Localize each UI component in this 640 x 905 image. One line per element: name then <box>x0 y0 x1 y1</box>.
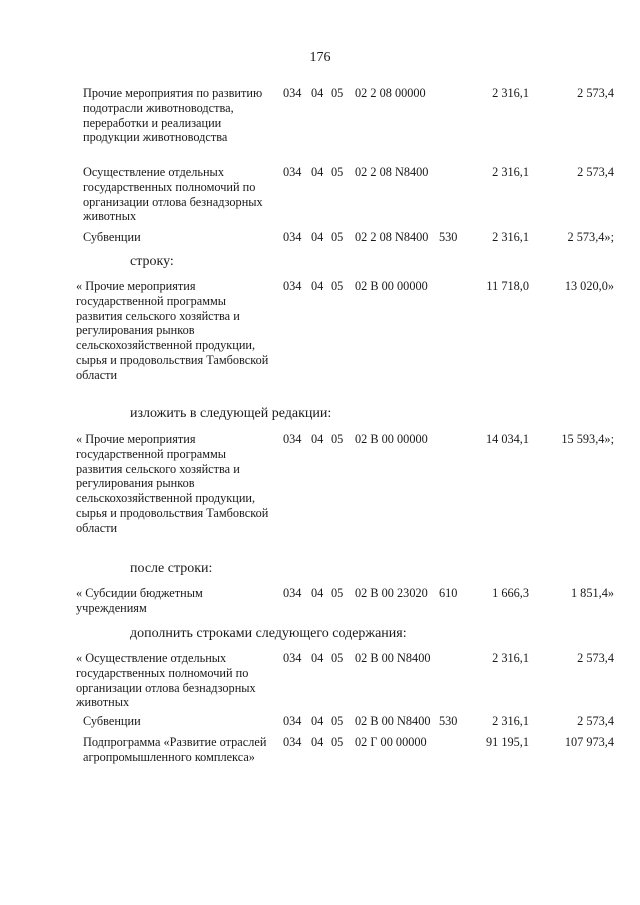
amount-year-1: 14 034,1 <box>485 432 529 446</box>
amount-year-1: 2 316,1 <box>492 86 529 100</box>
amount-year-1: 1 666,3 <box>492 586 529 600</box>
subsection-code: 05 <box>331 714 344 728</box>
amount-year-2: 15 593,4»; <box>561 432 614 446</box>
subsection-code: 05 <box>331 86 344 100</box>
subsection-code: 05 <box>331 165 344 179</box>
row-name: Подпрограмма «Развитие отраслей агропромышленного комплекса» <box>83 735 267 764</box>
amount-year-2: 2 573,4 <box>577 651 614 665</box>
target-article-code: 02 В 00 00000 <box>355 279 428 293</box>
subsection-code: 05 <box>331 586 344 600</box>
amount-year-2: 2 573,4 <box>577 86 614 100</box>
subsection-code: 05 <box>331 651 344 665</box>
target-article-code: 02 В 00 N8400 <box>355 651 431 665</box>
amount-year-2: 107 973,4 <box>564 735 614 749</box>
ved-code: 034 <box>283 651 302 665</box>
row-name: « Прочие мероприятия государственной программы развития сельского хозяйства и регулирования рынков сельскохозяйственной продукции, сырья и продовольствия Тамбовской области <box>76 432 269 535</box>
row-name: Осуществление отдельных государственных полномочий по организации отлова безнадзорных животных <box>83 165 263 224</box>
ved-code: 034 <box>283 86 302 100</box>
ved-code: 034 <box>283 714 302 728</box>
section-code: 04 <box>311 86 324 100</box>
instruction-text: дополнить строками следующего содержания: <box>130 626 407 641</box>
section-code: 04 <box>311 714 324 728</box>
section-code: 04 <box>311 279 324 293</box>
target-article-code: 02 2 08 00000 <box>355 86 426 100</box>
amount-year-2: 2 573,4 <box>577 165 614 179</box>
amount-year-1: 11 718,0 <box>486 279 529 293</box>
expense-type-code: 530 <box>439 714 458 728</box>
section-code: 04 <box>311 165 324 179</box>
amount-year-1: 91 195,1 <box>485 735 529 749</box>
subsection-code: 05 <box>331 432 344 446</box>
ved-code: 034 <box>283 735 302 749</box>
subsection-code: 05 <box>331 279 344 293</box>
ved-code: 034 <box>283 586 302 600</box>
section-code: 04 <box>311 735 324 749</box>
ved-code: 034 <box>283 230 302 244</box>
page-number: 176 <box>309 50 331 65</box>
row-name: Субвенции <box>83 714 141 728</box>
ved-code: 034 <box>283 432 302 446</box>
ved-code: 034 <box>283 279 302 293</box>
section-code: 04 <box>311 230 324 244</box>
expense-type-code: 610 <box>439 586 458 600</box>
target-article-code: 02 В 00 N8400 <box>355 714 431 728</box>
expense-type-code: 530 <box>439 230 458 244</box>
amount-year-2: 1 851,4» <box>570 586 614 600</box>
row-name: « Субсидии бюджетным учреждениям <box>76 586 203 615</box>
section-code: 04 <box>311 651 324 665</box>
instruction-text: изложить в следующей редакции: <box>130 406 332 421</box>
row-name: Прочие мероприятия по развитию подотрасли животноводства, переработки и реализации продукции животноводства <box>83 86 263 145</box>
subsection-code: 05 <box>331 230 344 244</box>
instruction-text: строку: <box>130 254 174 269</box>
amount-year-1: 2 316,1 <box>492 714 529 728</box>
subsection-code: 05 <box>331 735 344 749</box>
target-article-code: 02 В 00 23020 <box>355 586 428 600</box>
amount-year-1: 2 316,1 <box>492 230 529 244</box>
target-article-code: 02 Г 00 00000 <box>355 735 427 749</box>
row-name: Субвенции <box>83 230 141 244</box>
amount-year-2: 2 573,4 <box>577 714 614 728</box>
amount-year-2: 2 573,4»; <box>567 230 614 244</box>
section-code: 04 <box>311 586 324 600</box>
target-article-code: 02 2 08 N8400 <box>355 230 429 244</box>
amount-year-1: 2 316,1 <box>492 165 529 179</box>
target-article-code: 02 В 00 00000 <box>355 432 428 446</box>
amount-year-2: 13 020,0» <box>564 279 614 293</box>
row-name: « Прочие мероприятия государственной программы развития сельского хозяйства и регулирования рынков сельскохозяйственной продукции, сырья и продовольствия Тамбовской области <box>76 279 269 382</box>
target-article-code: 02 2 08 N8400 <box>355 165 429 179</box>
section-code: 04 <box>311 432 324 446</box>
ved-code: 034 <box>283 165 302 179</box>
row-name: « Осуществление отдельных государственных полномочий по организации отлова безнадзорных животных <box>76 651 256 710</box>
instruction-text: после строки: <box>130 561 213 576</box>
amount-year-1: 2 316,1 <box>492 651 529 665</box>
